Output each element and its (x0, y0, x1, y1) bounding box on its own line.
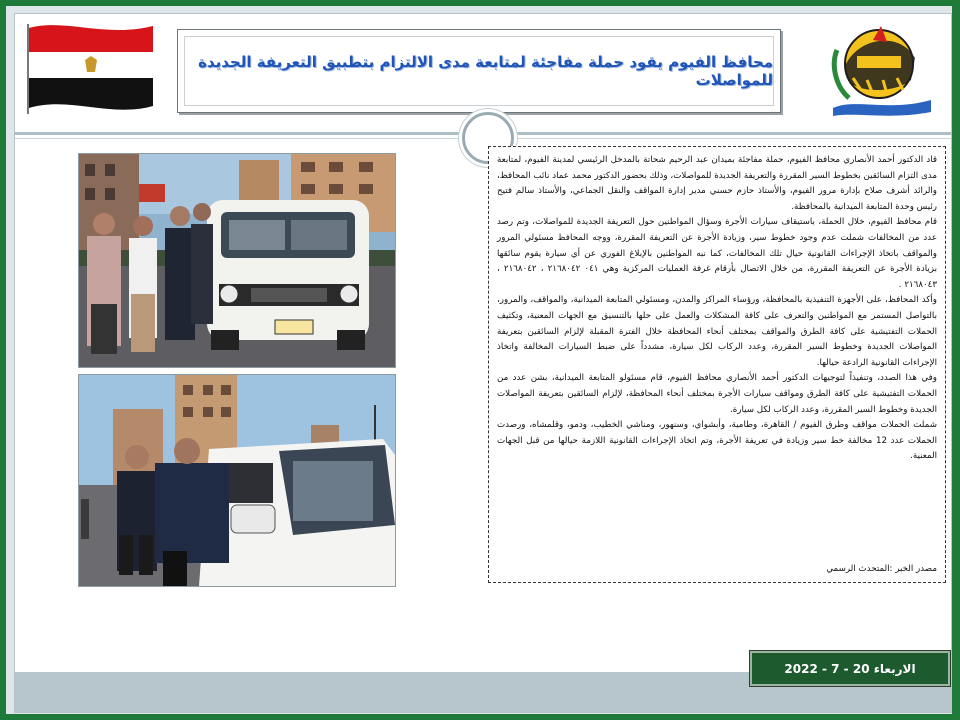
photo1-illustration (79, 154, 395, 367)
article-paragraph: قاد الدكتور أحمد الأنصاري محافظ الفيوم، حملة مفاجئة بميدان عبد الرحيم شحاتة بالمدخل الرئيسي لمدينة الفيوم، لمتابعة مدى التزام السائقين بخطوط السير المقررة والتعريفة الجديدة للمواصلات، وذلك بحضور الدكتور محمد عماد نائب المحافظ، والرائد أشرف صلاح بإدارة مرور الفيوم، والأستاذ حازم حسني مدير إدارة المواقف والنقل الجماعي، والأستاذ سالم فتيح رئيس وحدة المتابعة الميدانية بالمحافظة. (497, 155, 937, 212)
egypt-flag-icon (25, 20, 157, 114)
fayoum-logo-icon (827, 20, 937, 120)
article-paragraph: شملت الحملات مواقف وطرق الفيوم / القاهرة، وطامية، وأبشواي، وسنهور، ومناشي الخطيب، ودمو، وقلمشاه، ورصدت الحملات عدد 12 مخالفة خط سير وزيادة في تعريفة الأجرة، وتم اتخاذ الإجراءات القانونية اللازمة حيالها من قبل الجهات المعنية. (497, 420, 937, 462)
date-label: الاربعاء 20 - 7 - 2022 (784, 661, 916, 676)
article-paragraph: قام محافظ الفيوم، خلال الحملة، باستيقاف سيارات الأجرة وسؤال المواطنين حول التعريفة الجديدة للمواصلات، وتم رصد عدد من المخالفات شملت عدم وجود خطوط سير، وزيادة الأجرة عن التعريفة المقررة، ووجه المحافظ مسئولي المرور والمواقف باتخاذ الإجراءات القانونية حيال تلك المخالفات، كما نبه المواطنين بالإبلاغ الفوري عن أي سيارة يقوم سائقها بزيادة الأجرة عن التعريفة المقررة، من خلال الاتصال بأرقام غرفة العمليات المركزية وهي ٠٤١ ٢١٦٨٠٤٢ ، ٢١٦٨٠٤٢ ، ٢١٦٨٠٤٣ . (497, 217, 937, 290)
news-photo-2 (78, 374, 396, 587)
date-badge (750, 651, 950, 686)
headline: محافظ الفيوم يقود حملة مفاجئة لمتابعة مدى الالتزام بتطبيق التعريفة الجديدة للمواصلات (198, 53, 773, 89)
news-page (14, 13, 952, 713)
news-photo-1 (78, 153, 396, 368)
photo2-illustration (79, 375, 395, 586)
article-paragraph: وأكد المحافظ، على الأجهزة التنفيذية بالمحافظة، ورؤساء المراكز والمدن، ومسئولي المتابعة الميدانية، والمواقف، والمرور، بالتواصل المستمر مع المواطنين والتعرف على كافة المشكلات والعمل على حلها بالتنسيق مع الجهات المعنية، وتكثيف الحملات التفتيشية على كافة الطرق والمواقف بمختلف أنحاء المحافظة خلال الفترة المقبلة لإلزام السائقين بتعريفة المواصلات الجديدة وخطوط السير المقررة، وعدد الركاب لكل سيارة، مشدداً على ضبط السيارات المخالفة واتخاذ الإجراءات القانونية الرادعة حيالها. (497, 295, 937, 368)
article-paragraph: وفي هذا الصدد، وتنفيذاً لتوجيهات الدكتور أحمد الأنصاري محافظ الفيوم، قام مسئولو المتابعة الميدانية، بشن عدد من الحملات التفتيشية على كافة الطرق ومواقف سيارات الأجرة بمختلف أنحاء المحافظة، لإلزام السائقين بتعريفة المواصلات الجديدة وخطوط السير المقررة، وعدد الركاب لكل سيارة. (497, 373, 937, 415)
article-source: مصدر الخبر :المتحدث الرسمي (826, 564, 937, 574)
headline-box (177, 29, 781, 113)
article-body (488, 146, 946, 583)
outer-frame (6, 6, 952, 714)
